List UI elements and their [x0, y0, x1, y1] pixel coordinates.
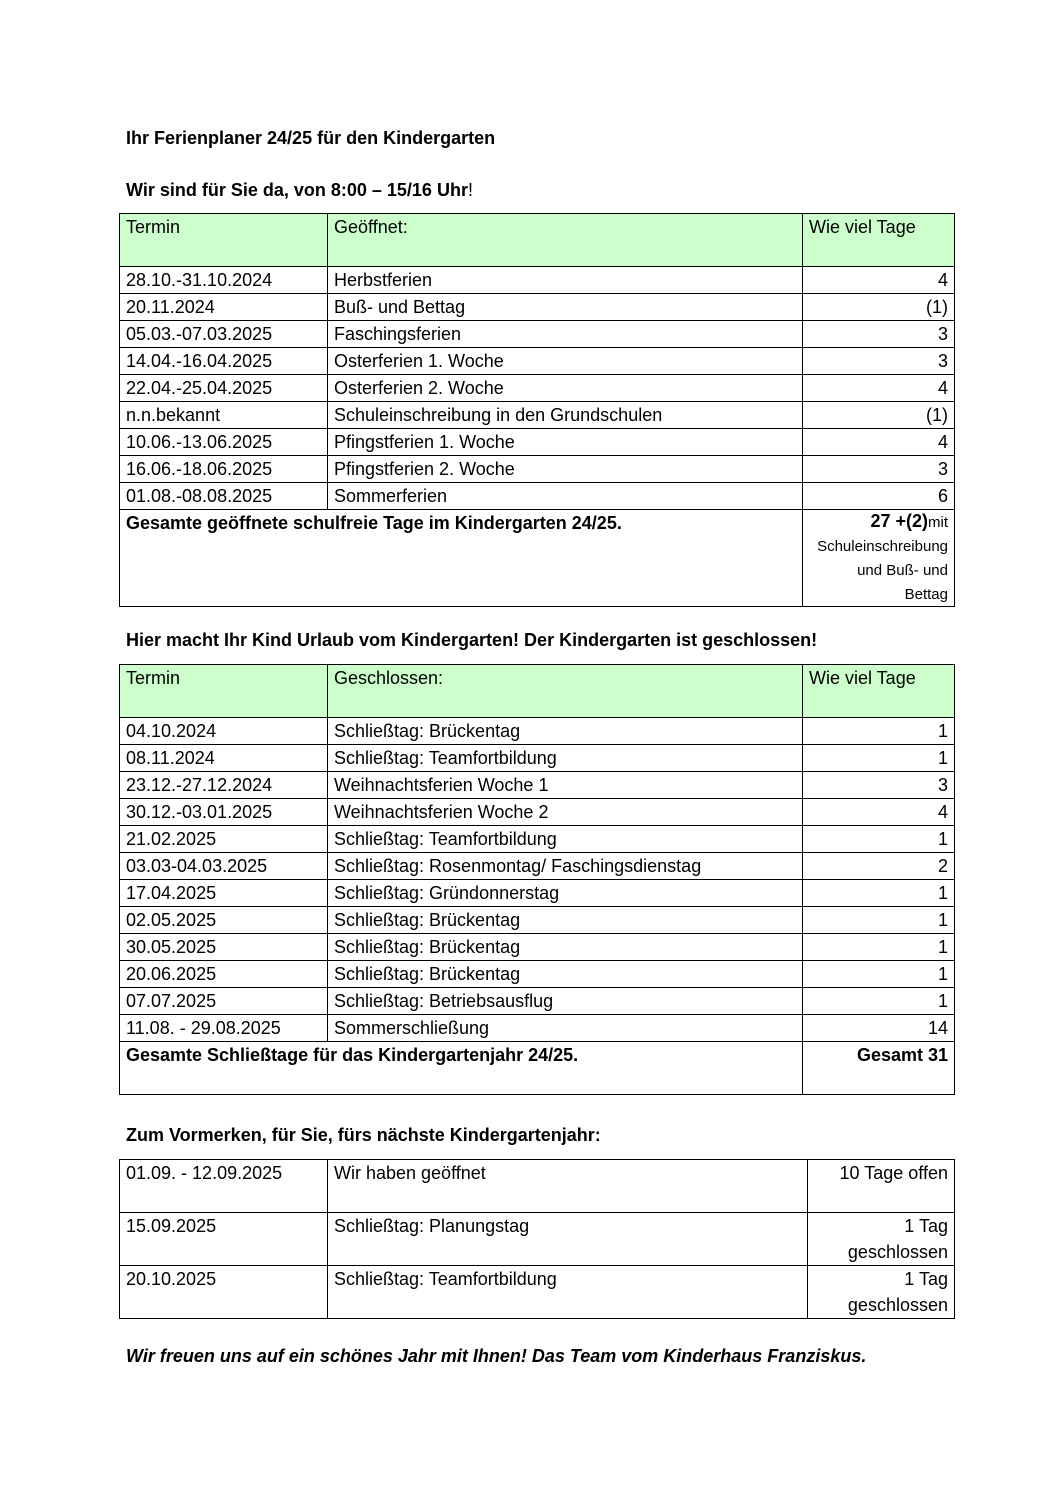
- date-cell: 14.04.-16.04.2025: [120, 348, 328, 375]
- closed-days-table: [119, 664, 955, 1095]
- table-row: [120, 429, 955, 456]
- date-cell: 07.07.2025: [120, 988, 328, 1015]
- date-cell: 01.08.-08.08.2025: [120, 483, 328, 510]
- next-year-heading: Zum Vormerken, für Sie, fürs nächste Kindergartenjahr:: [126, 1125, 601, 1145]
- table-row: [120, 799, 955, 826]
- days-cell: 3: [803, 772, 955, 799]
- total-label: Gesamte geöffnete schulfreie Tage im Kindergarten 24/25.: [120, 510, 803, 607]
- table-row: [120, 1160, 955, 1213]
- date-cell: 21.02.2025: [120, 826, 328, 853]
- table-row: [120, 718, 955, 745]
- date-cell: 04.10.2024: [120, 718, 328, 745]
- days-cell: 1: [803, 880, 955, 907]
- table-row: [120, 880, 955, 907]
- days-line-1: 1 Tag: [904, 1269, 948, 1289]
- table-row: [120, 1266, 955, 1319]
- header-tage: Wie viel Tage: [803, 665, 955, 718]
- description-cell: Schließtag: Brückentag: [328, 934, 803, 961]
- description-cell: Schließtag: Betriebsausflug: [328, 988, 803, 1015]
- days-line-2: geschlossen: [847, 1295, 948, 1315]
- opening-hours: [126, 180, 473, 201]
- closing-message: Wir freuen uns auf ein schönes Jahr mit Ihnen! Das Team vom Kinderhaus Franziskus.: [126, 1346, 867, 1366]
- date-cell: 15.09.2025: [120, 1213, 328, 1266]
- table-row: [120, 1213, 955, 1266]
- opening-hours-text: Wir sind für Sie da, von 8:00 – 15/16 Uhr: [126, 180, 468, 200]
- date-cell: n.n.bekannt: [120, 402, 328, 429]
- description-cell: Schließtag: Brückentag: [328, 907, 803, 934]
- header-tage: Wie viel Tage: [803, 214, 955, 267]
- days-cell: (1): [803, 294, 955, 321]
- date-cell: 20.11.2024: [120, 294, 328, 321]
- total-row: [120, 510, 955, 607]
- total-note-line4: Bettag: [904, 586, 948, 603]
- table-row: [120, 772, 955, 799]
- table-row: [120, 934, 955, 961]
- description-cell: Faschingsferien: [328, 321, 803, 348]
- days-cell: 3: [803, 456, 955, 483]
- date-cell: 01.09. - 12.09.2025: [120, 1160, 328, 1213]
- description-cell: Schließtag: Gründonnerstag: [328, 880, 803, 907]
- total-value: Gesamt 31: [803, 1042, 955, 1095]
- date-cell: 11.08. - 29.08.2025: [120, 1015, 328, 1042]
- days-cell: 4: [803, 429, 955, 456]
- total-label: Gesamte Schließtage für das Kindergartenjahr 24/25.: [120, 1042, 803, 1095]
- days-line-1: 1 Tag: [904, 1216, 948, 1236]
- table-row: [120, 988, 955, 1015]
- description-cell: Herbstferien: [328, 267, 803, 294]
- table-row: [120, 456, 955, 483]
- header-termin: Termin: [120, 665, 328, 718]
- days-cell: 4: [803, 267, 955, 294]
- total-note-line2: Schuleinschreibung: [817, 538, 948, 555]
- date-cell: 30.05.2025: [120, 934, 328, 961]
- date-cell: 08.11.2024: [120, 745, 328, 772]
- date-cell: 30.12.-03.01.2025: [120, 799, 328, 826]
- description-cell: Weihnachtsferien Woche 1: [328, 772, 803, 799]
- header-geschlossen: Geschlossen:: [328, 665, 803, 718]
- description-cell: Schließtag: Teamfortbildung: [328, 826, 803, 853]
- days-cell: 1: [803, 988, 955, 1015]
- total-note-line3: und Buß- und: [857, 562, 948, 579]
- table-row: [120, 826, 955, 853]
- date-cell: 23.12.-27.12.2024: [120, 772, 328, 799]
- description-cell: Osterferien 1. Woche: [328, 348, 803, 375]
- table-row: [120, 907, 955, 934]
- date-cell: 10.06.-13.06.2025: [120, 429, 328, 456]
- days-cell: 3: [803, 321, 955, 348]
- description-cell: Schließtag: Teamfortbildung: [328, 745, 803, 772]
- date-cell: 20.06.2025: [120, 961, 328, 988]
- table-header-row: [120, 214, 955, 267]
- description-cell: Pfingstferien 2. Woche: [328, 456, 803, 483]
- description-cell: Schließtag: Planungstag: [328, 1213, 808, 1266]
- date-cell: 22.04.-25.04.2025: [120, 375, 328, 402]
- total-value: 27 +(2): [870, 511, 928, 531]
- date-cell: 03.03-04.03.2025: [120, 853, 328, 880]
- header-geoeffnet: Geöffnet:: [328, 214, 803, 267]
- days-cell: 4: [803, 799, 955, 826]
- days-cell: [808, 1213, 955, 1266]
- description-cell: Schließtag: Brückentag: [328, 961, 803, 988]
- table-row: [120, 745, 955, 772]
- table-row: [120, 375, 955, 402]
- description-cell: Buß- und Bettag: [328, 294, 803, 321]
- table-row: [120, 402, 955, 429]
- document-title: Ihr Ferienplaner 24/25 für den Kindergarten: [126, 128, 496, 148]
- days-cell: [808, 1266, 955, 1319]
- closed-heading: Hier macht Ihr Kind Urlaub vom Kindergarten! Der Kindergarten ist geschlossen!: [126, 630, 818, 650]
- days-cell: 2: [803, 853, 955, 880]
- table-row: [120, 294, 955, 321]
- total-note-mit: mit: [928, 514, 948, 531]
- table-row: [120, 483, 955, 510]
- days-cell: 3: [803, 348, 955, 375]
- days-cell: [808, 1160, 955, 1213]
- total-value-cell: [803, 510, 955, 607]
- days-cell: 1: [803, 826, 955, 853]
- date-cell: 28.10.-31.10.2024: [120, 267, 328, 294]
- date-cell: 16.06.-18.06.2025: [120, 456, 328, 483]
- description-cell: Schließtag: Brückentag: [328, 718, 803, 745]
- table-header-row: [120, 665, 955, 718]
- table-row: [120, 267, 955, 294]
- description-cell: Sommerferien: [328, 483, 803, 510]
- table-row: [120, 1015, 955, 1042]
- days-cell: 1: [803, 961, 955, 988]
- next-year-table: [119, 1159, 955, 1319]
- days-line-2: geschlossen: [847, 1242, 948, 1262]
- days-line-1: 10 Tage offen: [839, 1163, 948, 1183]
- table-row: [120, 961, 955, 988]
- days-cell: (1): [803, 402, 955, 429]
- description-cell: Schuleinschreibung in den Grundschulen: [328, 402, 803, 429]
- description-cell: Weihnachtsferien Woche 2: [328, 799, 803, 826]
- description-cell: Schließtag: Teamfortbildung: [328, 1266, 808, 1319]
- opening-hours-exclamation: !: [467, 180, 473, 200]
- description-cell: Pfingstferien 1. Woche: [328, 429, 803, 456]
- description-cell: Osterferien 2. Woche: [328, 375, 803, 402]
- description-cell: Schließtag: Rosenmontag/ Faschingsdienstag: [328, 853, 803, 880]
- date-cell: 05.03.-07.03.2025: [120, 321, 328, 348]
- days-cell: 1: [803, 745, 955, 772]
- date-cell: 02.05.2025: [120, 907, 328, 934]
- table-row: [120, 853, 955, 880]
- header-termin: Termin: [120, 214, 328, 267]
- date-cell: 17.04.2025: [120, 880, 328, 907]
- table-row: [120, 348, 955, 375]
- open-days-table: [119, 213, 955, 607]
- description-cell: Wir haben geöffnet: [328, 1160, 808, 1213]
- days-cell: 1: [803, 718, 955, 745]
- date-cell: 20.10.2025: [120, 1266, 328, 1319]
- days-cell: 4: [803, 375, 955, 402]
- table-row: [120, 321, 955, 348]
- days-cell: 1: [803, 907, 955, 934]
- days-cell: 1: [803, 934, 955, 961]
- total-row: [120, 1042, 955, 1095]
- description-cell: Sommerschließung: [328, 1015, 803, 1042]
- days-cell: 6: [803, 483, 955, 510]
- days-cell: 14: [803, 1015, 955, 1042]
